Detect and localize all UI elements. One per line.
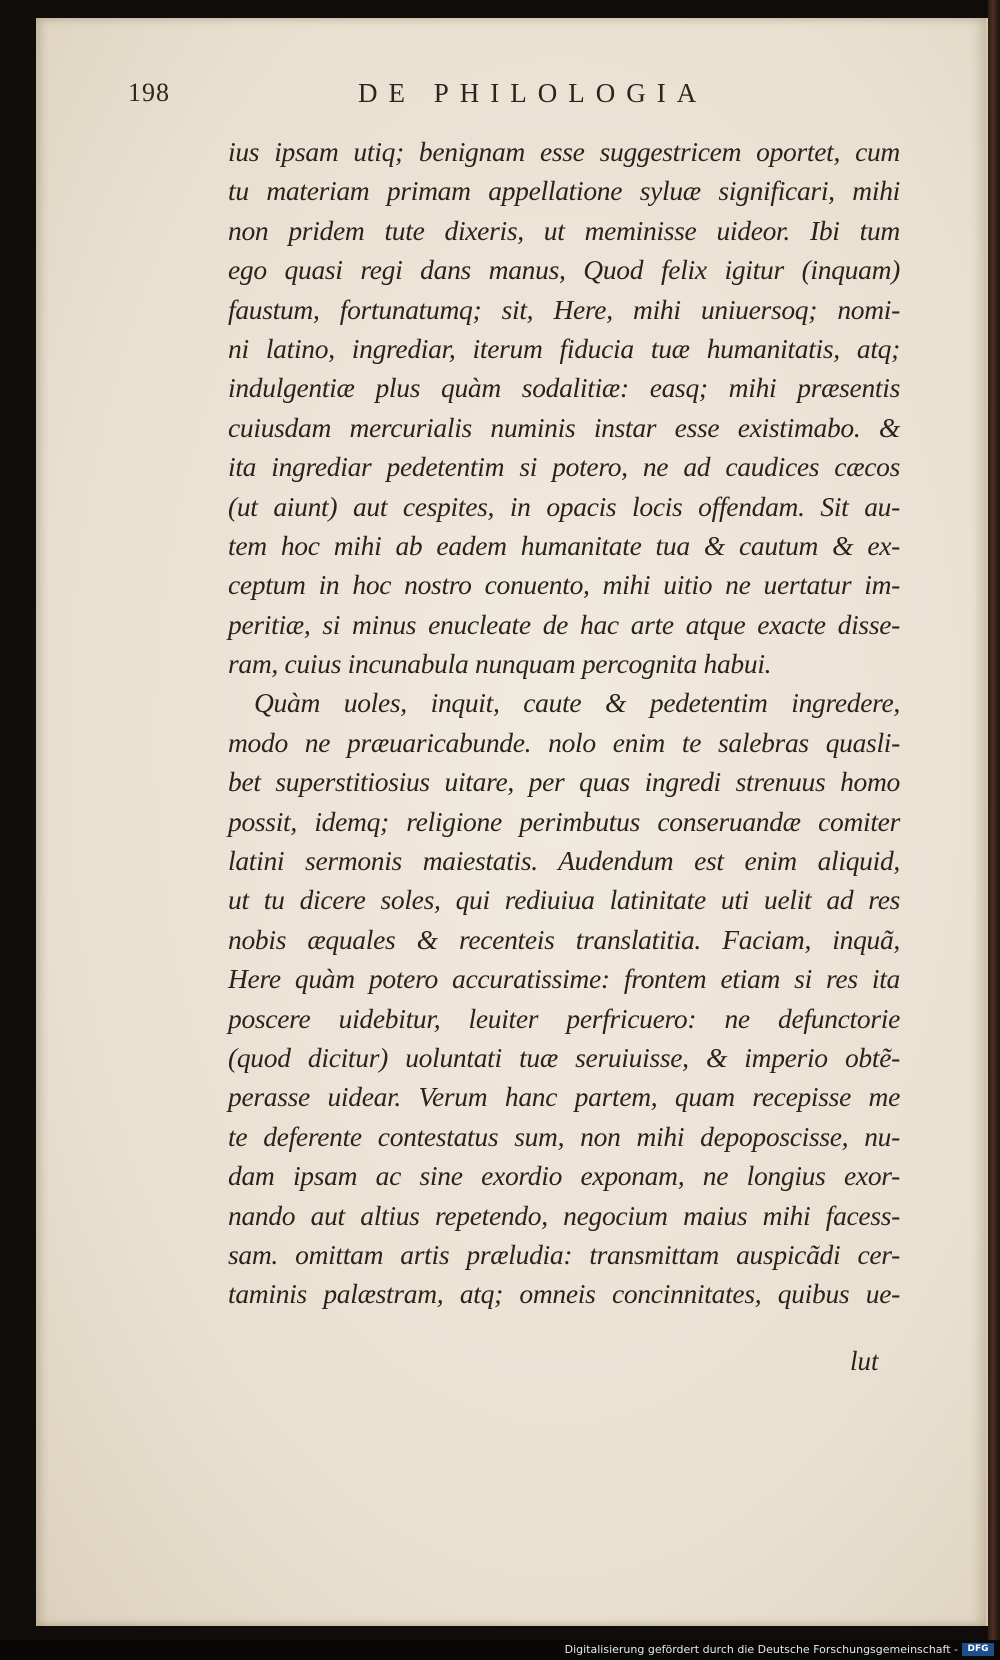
text-line: dam ipsam ac sine exordio exponam, ne longius exor- (228, 1160, 900, 1192)
text-line: (ut aiunt) aut cespites, in opacis locis offendam. Sit au- (228, 490, 900, 522)
text-line: nando aut altius repetendo, negocium maius mihi facess- (228, 1199, 900, 1231)
text-line: ni latino, ingrediar, iterum fiducia tuæ humanitatis, atq; (228, 332, 900, 364)
text-line: Quàm uoles, inquit, caute & pedetentim ingredere, (254, 687, 900, 719)
body-text (228, 132, 900, 1314)
dfg-logo-icon: DFG (962, 1643, 994, 1656)
page-edge (988, 0, 1000, 1640)
page-header (128, 78, 788, 112)
digitization-credit: Digitalisierung gefördert durch die Deutsche Forschungsgemeinschaft - (564, 1643, 958, 1656)
folio-number: 198 (128, 78, 170, 107)
text-line: modo ne præuaricabunde. nolo enim te salebras quasli- (228, 726, 900, 758)
text-line: (quod dicitur) uoluntati tuæ seruiuisse, & imperio obtẽ- (228, 1041, 900, 1073)
text-line: te deferente contestatus sum, non mihi depoposcisse, nu- (228, 1120, 900, 1152)
text-line: nobis æquales & recenteis translatitia. Faciam, inquã, (228, 923, 900, 955)
text-line: indulgentiæ plus quàm sodalitiæ: easq; mihi præsentis (228, 372, 900, 404)
text-line: bet superstitiosius uitare, per quas ingredi strenuus homo (228, 766, 900, 798)
text-line: poscere uidebitur, leuiter perfricuero: ne defunctorie (228, 1002, 900, 1034)
text-line: ego quasi regi dans manus, Quod felix igitur (inquam) (228, 254, 900, 286)
text-line: possit, idemq; religione perimbutus conseruandæ comiter (228, 805, 900, 837)
text-line: ut tu dicere soles, qui rediuiua latinitate uti uelit ad res (228, 884, 900, 916)
text-line: cuiusdam mercurialis numinis instar esse existimabo. & (228, 411, 900, 443)
text-line: tu materiam primam appellatione syluæ significari, mihi (228, 175, 900, 207)
text-line: ius ipsam utiq; benignam esse suggestricem oportet, cum (228, 136, 900, 167)
text-line: ram, cuius incunabula nunquam percognita habui. (228, 648, 772, 680)
text-line: faustum, fortunatumq; sit, Here, mihi uniuersoq; nomi- (228, 293, 900, 325)
catchword: lut (850, 1346, 879, 1376)
text-line: latini sermonis maiestatis. Audendum est enim aliquid, (228, 845, 900, 877)
text-line: ceptum in hoc nostro conuento, mihi uitio ne uertatur im- (228, 569, 900, 601)
text-line: sam. omittam artis præludia: transmittam auspicãdi cer- (228, 1238, 900, 1270)
text-line: peritiæ, si minus enucleate de hac arte atque exacte disse- (228, 608, 900, 640)
text-line: ita ingrediar pedetentim si potero, ne ad caudices cæcos (228, 451, 900, 483)
text-line: taminis palæstram, atq; omneis concinnitates, quibus ue- (228, 1278, 900, 1310)
running-title: DE PHILOLOGIA (358, 78, 708, 108)
text-line: tem hoc mihi ab eadem humanitate tua & cautum & ex- (228, 529, 900, 561)
text-line: non pridem tute dixeris, ut meminisse uideor. Ibi tum (228, 214, 900, 246)
text-line: perasse uidear. Verum hanc partem, quam recepisse me (228, 1081, 900, 1113)
text-line: Here quàm potero accuratissime: frontem etiam si res ita (228, 963, 900, 995)
